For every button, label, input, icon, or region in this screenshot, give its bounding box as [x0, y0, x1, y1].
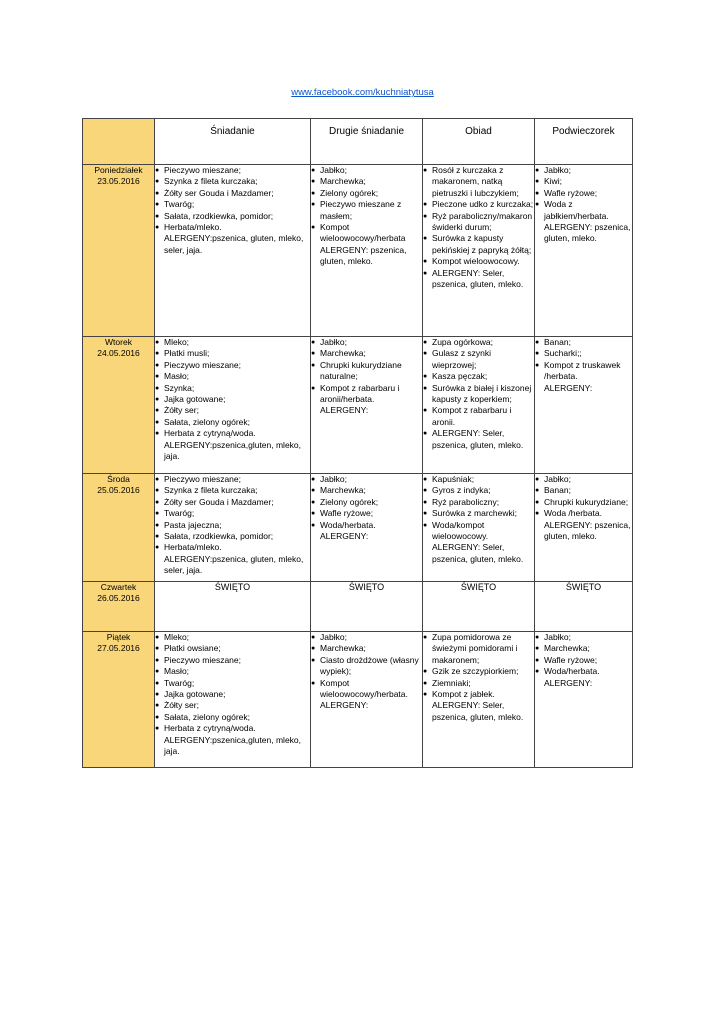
meal-item: ● Żółty ser Gouda i Mazdamer; [155, 188, 310, 199]
meal-item: ● Woda/kompot wieloowocowy. [423, 520, 534, 543]
day-name: Wtorek [105, 337, 132, 347]
allergen-note: ALERGENY: [320, 531, 369, 542]
day-cell [83, 582, 155, 632]
meal-item: ● Pieczywo mieszane; [155, 655, 310, 666]
meal-item: ● Kompot wieloowocowy/herbata. [311, 678, 422, 701]
meal-item: ● Żółty ser Gouda i Mazdamer; [155, 497, 310, 508]
meal-cell-second-breakfast [311, 632, 423, 768]
meal-item: ● Pieczywo mieszane; [155, 360, 310, 371]
allergen-note: ALERGENY: pszenica, gluten, mleko. [544, 519, 631, 542]
allergen-note: ALERGENY:pszenica,gluten, mleko, jaja. [164, 439, 302, 462]
meal-item: ● Pieczywo mieszane; [155, 165, 310, 176]
day-date: 25.05.2016 [97, 485, 140, 495]
header-snack: Podwieczorek [535, 119, 633, 165]
meal-item: ● Marchewka; [311, 348, 422, 359]
meal-item: ● ALERGENY: Seler, pszenica, gluten, mleko. [423, 428, 534, 451]
day-date: 23.05.2016 [97, 176, 140, 186]
meal-cell-snack [535, 474, 633, 582]
meal-item-list [535, 632, 632, 678]
header-breakfast: Śniadanie [155, 119, 311, 165]
meal-item: ● Kasza pęczak; [423, 371, 534, 382]
meal-item: ● Kompot z jabłek. [423, 689, 534, 700]
meal-cell-snack [535, 632, 633, 768]
meal-item: ● Rosół z kurczaka z makaronem, natką pietruszki i lubczykiem; [423, 165, 534, 199]
allergen-note: ALERGENY: pszenica, gluten, mleko. [544, 222, 631, 244]
meal-item-list [155, 165, 310, 233]
meal-cell-breakfast [155, 632, 311, 768]
meal-item: ● Jabłko; [311, 165, 422, 176]
meal-cell-second-breakfast [311, 474, 423, 582]
day-row-holiday [83, 582, 633, 632]
meal-item: ● Wafle ryżowe; [535, 188, 632, 199]
meal-item: ● Sałata, rzodkiewka, pomidor; [155, 531, 310, 542]
meal-item: ● Jabłko; [535, 165, 632, 176]
meal-item: ● Kompot z rabarbaru i aronii. [423, 405, 534, 428]
meal-item: ● Twaróg; [155, 678, 310, 689]
meal-item-list [311, 474, 422, 531]
meal-item: ● Ciasto drożdżowe (własny wypiek); [311, 655, 422, 678]
meal-item: ● Surówka z marchewki; [423, 508, 534, 519]
meal-item: ● Zielony ogórek; [311, 188, 422, 199]
meal-cell-snack [535, 165, 633, 337]
day-cell [83, 632, 155, 768]
meal-item: ● Sałata, zielony ogórek; [155, 712, 310, 723]
meal-item: ● Żółty ser; [155, 700, 310, 711]
meal-item-list [535, 337, 632, 383]
meal-item: ● Pieczone udko z kurczaka; [423, 199, 534, 210]
meal-item: ● Herbata z cytryną/woda. [155, 723, 310, 734]
meal-item-list [155, 632, 310, 735]
day-name: Środa [107, 474, 130, 484]
meal-item: ● Jabłko; [311, 337, 422, 348]
meal-cell-breakfast [155, 165, 311, 337]
meal-item: ● Kompot wieloowocowy. [423, 256, 534, 267]
meal-item: ● Szynka z fileta kurczaka; [155, 176, 310, 187]
meal-item: ● Marchewka; [535, 643, 632, 654]
meal-item: ● ALERGENY: Seler, pszenica, gluten, mleko. [423, 268, 534, 291]
allergen-note: ALERGENY:pszenica,gluten, mleko, jaja. [164, 734, 302, 757]
meal-item: ● Gyros z indyka; [423, 485, 534, 496]
meal-item-list [311, 632, 422, 700]
meal-item-list [423, 337, 534, 451]
meal-item: ● Żółty ser; [155, 405, 310, 416]
meal-cell-lunch [423, 632, 535, 768]
allergen-note: ALERGENY: pszenica, gluten, mleko. [320, 244, 407, 267]
meal-item: ● Ryż paraboliczny; [423, 497, 534, 508]
meal-item: ● Ziemniaki; [423, 678, 534, 689]
meal-item-list [423, 632, 534, 700]
meal-item: ● Herbata/mleko. [155, 222, 310, 233]
meal-item: ● Herbata z cytryną/woda. [155, 428, 310, 439]
day-date: 27.05.2016 [97, 643, 140, 653]
day-date: 24.05.2016 [97, 348, 140, 358]
allergen-note: ALERGENY: [320, 405, 369, 416]
meal-item: ● Kompot wieloowocowy/herbata [311, 222, 422, 245]
allergen-note: ALERGENY:pszenica, gluten, mleko, seler, jaja. [164, 553, 304, 576]
day-row [83, 337, 633, 474]
meal-item: ● Jabłko; [535, 474, 632, 485]
meal-item: ● Woda/herbata. [535, 666, 632, 677]
meal-cell-breakfast [155, 337, 311, 474]
meal-cell-second-breakfast [311, 337, 423, 474]
meal-item: ● Chrupki kukurydziane naturalne; [311, 360, 422, 383]
meal-item: ● Gulasz z szynki wieprzowej; [423, 348, 534, 371]
meal-item: ● Pieczywo mieszane; [155, 474, 310, 485]
header-row [83, 119, 633, 165]
meal-item: ● Gzik ze szczypiorkiem; [423, 666, 534, 677]
meal-cell-snack [535, 337, 633, 474]
holiday-cell-lunch: ŚWIĘTO [423, 582, 535, 632]
meal-item: ● Jabłko; [311, 632, 422, 643]
allergen-note: ALERGENY: Seler, pszenica, gluten, mleko. [432, 542, 524, 564]
holiday-cell-breakfast: ŚWIĘTO [155, 582, 311, 632]
weekly-menu-table [82, 118, 633, 768]
meal-item: ● Woda z jabłkiem/herbata. [535, 199, 632, 222]
holiday-cell-snack: ŚWIĘTO [535, 582, 633, 632]
day-date: 26.05.2016 [97, 593, 140, 603]
meal-cell-lunch [423, 337, 535, 474]
meal-item-list [311, 165, 422, 245]
meal-item: ● Kompot z truskawek /herbata. [535, 360, 632, 383]
day-row [83, 474, 633, 582]
meal-item-list [155, 337, 310, 440]
meal-item: ● Herbata/mleko. [155, 542, 310, 553]
meal-item-list [423, 474, 534, 542]
meal-item: ● Zupa pomidorowa ze świeżymi pomidorami i makaronem; [423, 632, 534, 666]
meal-item: ● Sałata, zielony ogórek; [155, 417, 310, 428]
day-row [83, 165, 633, 337]
meal-item: ● Marchewka; [311, 485, 422, 496]
allergen-note: ALERGENY:pszenica, gluten, mleko, seler, jaja. [164, 233, 304, 255]
allergen-note: ALERGENY: [320, 700, 369, 711]
meal-item: ● Sucharki;; [535, 348, 632, 359]
meal-item: ● Kiwi; [535, 176, 632, 187]
meal-item: ● Ryż paraboliczny/makaron świderki durum; [423, 211, 534, 234]
meal-cell-second-breakfast [311, 165, 423, 337]
meal-item: ● Zielony ogórek; [311, 497, 422, 508]
meal-cell-breakfast [155, 474, 311, 582]
meal-item: ● Jabłko; [535, 632, 632, 643]
meal-item: ● Chrupki kukurydziane; [535, 497, 632, 508]
meal-item-list [311, 337, 422, 405]
meal-cell-lunch [423, 474, 535, 582]
meal-item-list [155, 474, 310, 554]
meal-item: ● Banan; [535, 337, 632, 348]
holiday-cell-second-breakfast: ŚWIĘTO [311, 582, 423, 632]
day-cell [83, 165, 155, 337]
header-second-breakfast: Drugie śniadanie [311, 119, 423, 165]
meal-item: ● Zupa ogórkowa; [423, 337, 534, 348]
meal-item-list [423, 165, 534, 290]
meal-item: ● Wafle ryżowe; [535, 655, 632, 666]
allergen-note: ALERGENY: [544, 677, 593, 688]
day-name: Piątek [106, 632, 131, 642]
meal-item: ● Banan; [535, 485, 632, 496]
meal-item: ● Pasta jajeczna; [155, 520, 310, 531]
meal-item: ● Jajka gotowane; [155, 689, 310, 700]
meal-item: ● Woda/herbata. [311, 520, 422, 531]
meal-item: ● Mleko; [155, 632, 310, 643]
meal-item: ● Pieczywo mieszane z masłem; [311, 199, 422, 222]
meal-item: ● Twaróg; [155, 508, 310, 519]
meal-item: ● Marchewka; [311, 176, 422, 187]
day-cell [83, 474, 155, 582]
meal-cell-lunch [423, 165, 535, 337]
meal-item: ● Mleko; [155, 337, 310, 348]
allergen-note: ALERGENY: [544, 382, 593, 393]
allergen-note: ALERGENY: Seler, pszenica, gluten, mleko. [432, 700, 524, 722]
corner-cell [83, 119, 155, 165]
meal-item: ● Jabłko; [311, 474, 422, 485]
meal-item: ● Sałata, rzodkiewka, pomidor; [155, 211, 310, 222]
day-name: Poniedziałek [94, 165, 143, 175]
meal-item: ● Woda /herbata. [535, 508, 632, 519]
day-row [83, 632, 633, 768]
meal-item: ● Kapuśniak; [423, 474, 534, 485]
meal-item: ● Surówka z białej i kiszonej kapusty z koperkiem; [423, 383, 534, 406]
meal-item: ● Masło; [155, 666, 310, 677]
meal-item: ● Kompot z rabarbaru i aronii/herbata. [311, 383, 422, 406]
meal-item-list [535, 165, 632, 222]
day-name: Czwartek [100, 582, 137, 592]
meal-item: ● Jajka gotowane; [155, 394, 310, 405]
day-cell [83, 337, 155, 474]
meal-item: ● Szynka; [155, 383, 310, 394]
meal-item: ● Płatki owsiane; [155, 643, 310, 654]
header-lunch: Obiad [423, 119, 535, 165]
meal-item: ● Surówka z kapusty pekińskiej z papryką żółtą; [423, 233, 534, 256]
meal-item: ● Masło; [155, 371, 310, 382]
meal-item: ● Szynka z fileta kurczaka; [155, 485, 310, 496]
meal-item: ● Marchewka; [311, 643, 422, 654]
meal-item: ● Wafle ryżowe; [311, 508, 422, 519]
facebook-link[interactable]: www.facebook.com/kuchniatytusa [291, 87, 434, 98]
meal-item: ● Twaróg; [155, 199, 310, 210]
meal-item-list [535, 474, 632, 520]
meal-item: ● Płatki musli; [155, 348, 310, 359]
